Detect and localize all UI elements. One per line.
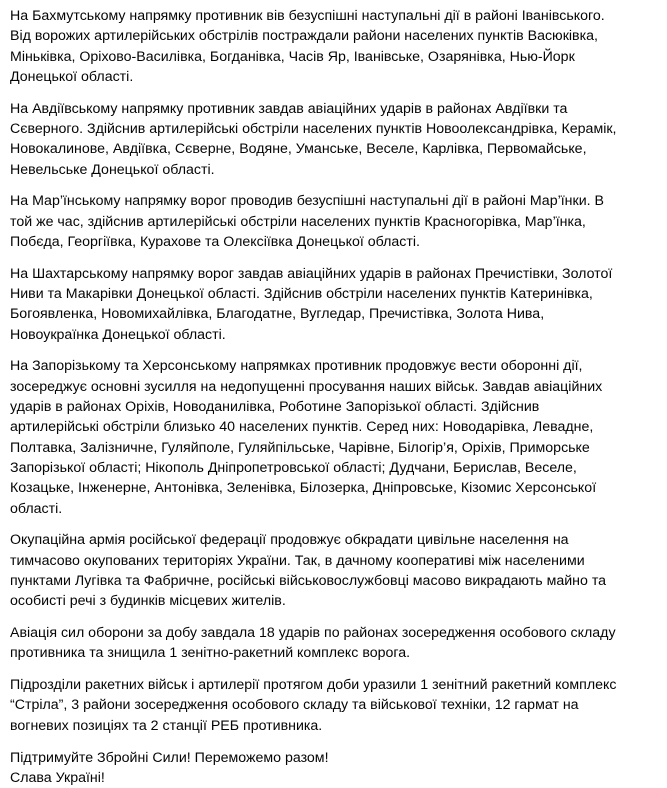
paragraph-line: Сєверного. Здійснив артилерійські обстріли населених пунктів Новоолександрівка, Керамік, bbox=[10, 119, 667, 139]
post-paragraph bbox=[10, 356, 667, 518]
paragraph-line: області. bbox=[10, 499, 667, 519]
post-paragraph bbox=[10, 675, 667, 736]
post-paragraph bbox=[10, 530, 667, 611]
paragraph-line: Богоявленка, Новомихайлівка, Благодатне, Вугледар, Пречистівка, Золота Нива, bbox=[10, 304, 667, 324]
paragraph-line: вогневих позиціях та 2 станції РЕБ противника. bbox=[10, 716, 667, 736]
post-paragraph bbox=[10, 623, 667, 664]
paragraph-line: Новокалинове, Авдіївка, Сєверне, Водяне, Уманське, Веселе, Карлівка, Первомайське, bbox=[10, 139, 667, 159]
paragraph-line: тимчасово окупованих територіях України. Так, в дачному кооперативі між населеними bbox=[10, 551, 667, 571]
paragraph-line: На Шахтарському напрямку ворог завдав авіаційних ударів в районах Пречистівки, Золотої bbox=[10, 264, 667, 284]
paragraph-line: той же час, здійснив артилерійські обстріли населених пунктів Красногорівка, Мар’їнка, bbox=[10, 212, 667, 232]
paragraph-line: ударів в районах Оріхів, Новоданилівка, Роботине Запорізької області. Здійснив bbox=[10, 397, 667, 417]
paragraph-line: противника та знищила 1 зенітно-ракетний комплекс ворога. bbox=[10, 643, 667, 663]
paragraph-line: На Авдіївському напрямку противник завдав авіаційних ударів в районах Авдіївки та bbox=[10, 99, 667, 119]
paragraph-line: Запорізької області; Нікополь Дніпропетровської області; Дудчани, Берислав, Веселе, bbox=[10, 458, 667, 478]
paragraph-line: Від ворожих артилерійських обстрілів постраждали райони населених пунктів Васюківка, bbox=[10, 26, 667, 46]
paragraph-line: Окупаційна армія російської федерації продовжує обкрадати цивільне населення на bbox=[10, 530, 667, 550]
paragraph-line: пунктами Лугівка та Фабричне, російські військовослужбовці масово викрадають майно та bbox=[10, 571, 667, 591]
paragraph-line: На Запорізькому та Херсонському напрямках противник продовжує вести оборонні дії, bbox=[10, 356, 667, 376]
paragraph-line: Ниви та Макарівки Донецької області. Здійснив обстріли населених пунктів Катеринівка, bbox=[10, 284, 667, 304]
post-paragraph bbox=[10, 191, 667, 252]
post-paragraph bbox=[10, 6, 667, 87]
paragraph-line: Авіація сил оборони за добу завдала 18 ударів по районах зосередження особового складу bbox=[10, 623, 667, 643]
paragraph-line: Невельське Донецької області. bbox=[10, 160, 667, 180]
paragraph-line: Підтримуйте Збройні Сили! Переможемо разом! bbox=[10, 748, 667, 768]
paragraph-line: артилерійські обстріли близько 40 населених пунктів. Серед них: Новодарівка, Левадне, bbox=[10, 417, 667, 437]
paragraph-line: “Стріла”, 3 райони зосередження особового складу та військової техніки, 12 гармат на bbox=[10, 695, 667, 715]
paragraph-line: зосереджує основні зусилля на недопущенні просування наших військ. Завдав авіаційних bbox=[10, 377, 667, 397]
post-paragraph bbox=[10, 748, 667, 788]
post-paragraph bbox=[10, 264, 667, 345]
paragraph-line: Міньківка, Оріхово-Василівка, Богданівка, Часів Яр, Іванівське, Озарянівка, Нью-Йорк bbox=[10, 47, 667, 67]
paragraph-line: На Мар’їнському напрямку ворог проводив безуспішні наступальні дії в районі Мар’їнки. В bbox=[10, 191, 667, 211]
paragraph-line: Слава Україні! bbox=[10, 768, 667, 788]
paragraph-line: Побєда, Георгіївка, Курахове та Олексіївка Донецької області. bbox=[10, 232, 667, 252]
paragraph-line: Новоукраїнка Донецької області. bbox=[10, 325, 667, 345]
post-paragraph bbox=[10, 99, 667, 180]
paragraph-line: Підрозділи ракетних військ і артилерії протягом доби уразили 1 зенітний ракетний комплекс bbox=[10, 675, 667, 695]
paragraph-line: Полтавка, Залізничне, Гуляйполе, Гуляйпільське, Чарівне, Білогір’я, Оріхів, Приморське bbox=[10, 438, 667, 458]
paragraph-line: На Бахмутському напрямку противник вів безуспішні наступальні дії в районі Іванівського. bbox=[10, 6, 667, 26]
paragraph-line: Донецької області. bbox=[10, 67, 667, 87]
paragraph-line: особисті речі з будинків місцевих жителів. bbox=[10, 591, 667, 611]
paragraph-line: Козацьке, Інженерне, Антонівка, Зеленівка, Білозерка, Дніпровське, Кізомис Херсонської bbox=[10, 478, 667, 498]
